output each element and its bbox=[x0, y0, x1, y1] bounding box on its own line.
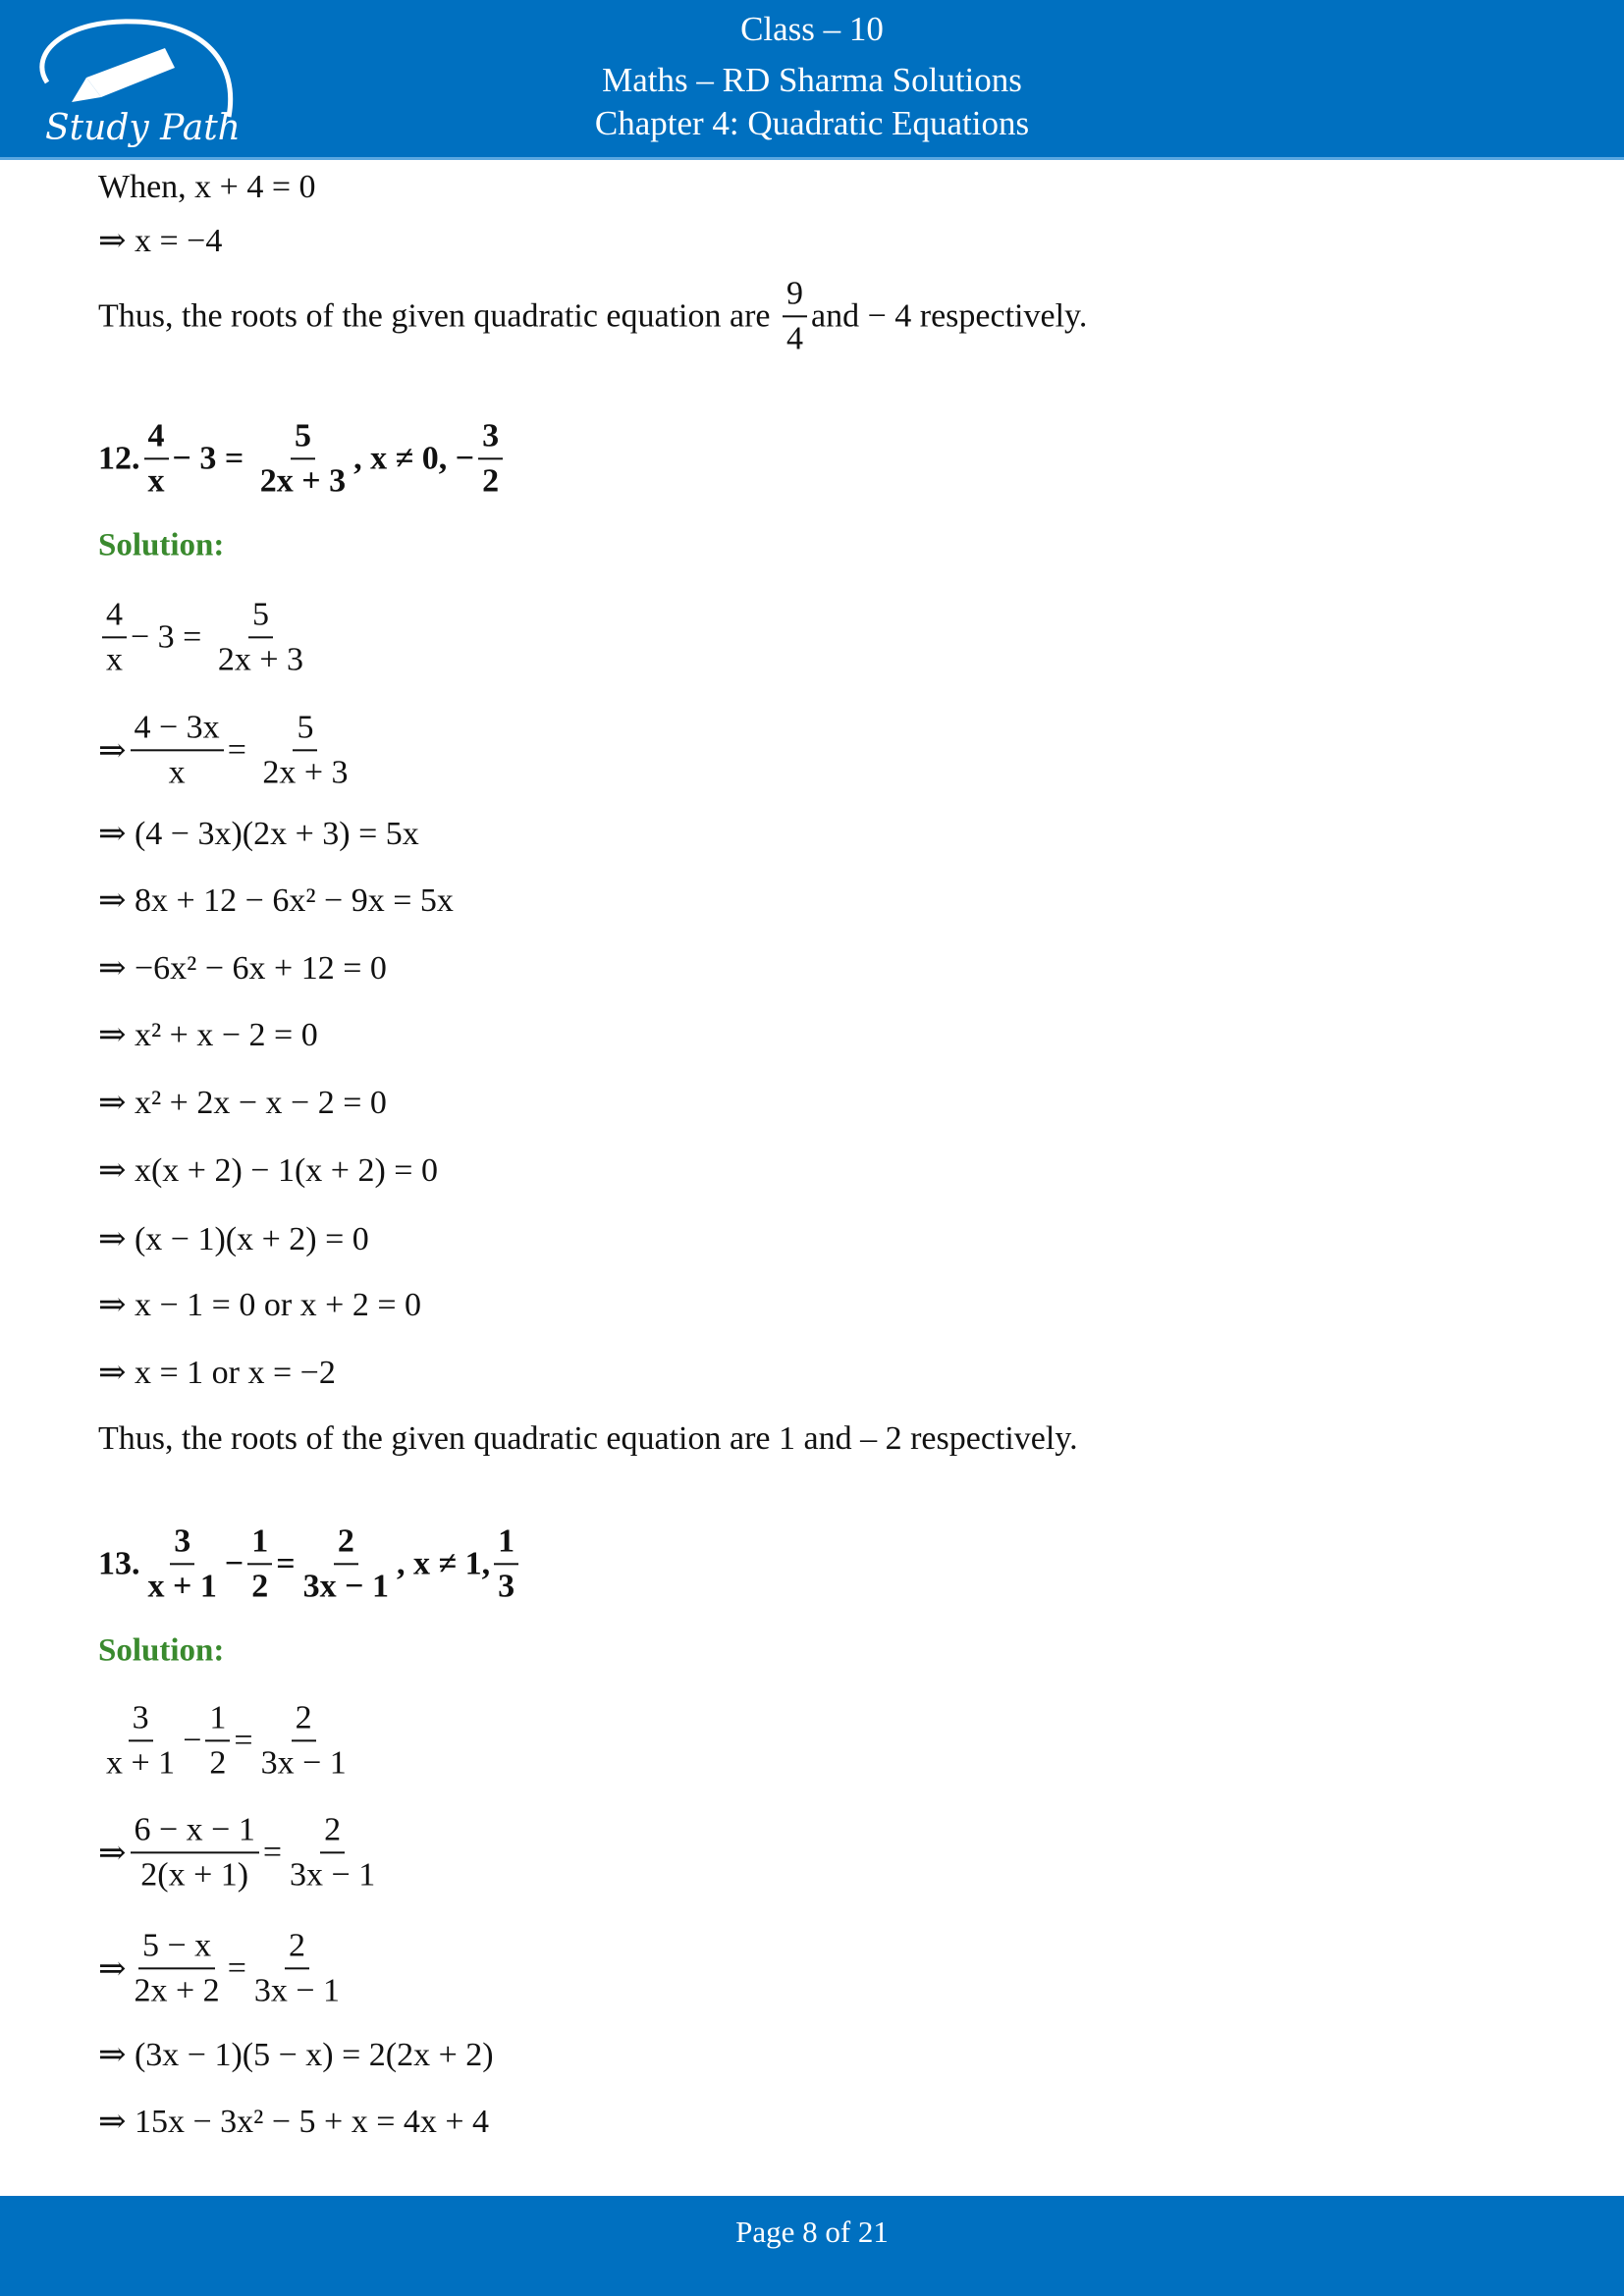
fraction bbox=[131, 710, 224, 789]
text-segment: ⇒ x(x + 2) − 1(x + 2) = 0 bbox=[98, 1152, 438, 1189]
numerator: 5 bbox=[248, 597, 273, 638]
numerator: 3 bbox=[478, 418, 503, 459]
math-line bbox=[98, 1015, 318, 1054]
denominator: 2 bbox=[482, 462, 500, 499]
text-segment: − 3 = bbox=[172, 440, 252, 476]
text-segment: and − 4 respectively. bbox=[811, 297, 1088, 334]
denominator: x bbox=[106, 641, 123, 677]
denominator: x + 1 bbox=[147, 1568, 217, 1604]
math-line bbox=[98, 2035, 494, 2074]
fraction bbox=[286, 1812, 379, 1892]
denominator: 3 bbox=[498, 1568, 515, 1604]
fraction bbox=[250, 1928, 344, 2007]
fraction bbox=[247, 1523, 272, 1603]
text-segment: ⇒ x² + x − 2 = 0 bbox=[98, 1017, 318, 1053]
numerator: 6 − x − 1 bbox=[131, 1812, 259, 1853]
text-segment: 13. bbox=[98, 1545, 140, 1581]
text-segment: ⇒ 8x + 12 − 6x² − 9x = 5x bbox=[98, 882, 454, 919]
numerator: 4 bbox=[144, 418, 169, 459]
text-segment: , x ≠ 1, bbox=[397, 1545, 491, 1581]
denominator: x bbox=[168, 754, 186, 790]
numerator: 5 bbox=[293, 710, 317, 751]
math-line bbox=[98, 1812, 383, 1892]
text-segment: Solution: bbox=[98, 527, 225, 563]
text-segment: = bbox=[227, 731, 255, 768]
math-line bbox=[98, 169, 316, 206]
math-line bbox=[98, 881, 454, 920]
math-line bbox=[98, 2102, 489, 2141]
math-line bbox=[98, 1285, 421, 1324]
chapter-title: Chapter 4: Quadratic Equations bbox=[594, 104, 1030, 142]
fraction bbox=[783, 276, 807, 355]
text-segment: ⇒ 15x − 3x² − 5 + x = 4x + 4 bbox=[98, 2104, 490, 2140]
numerator: 1 bbox=[494, 1523, 518, 1565]
numerator: 1 bbox=[247, 1523, 272, 1565]
numerator: 2 bbox=[334, 1523, 358, 1565]
text-segment: = bbox=[276, 1545, 296, 1581]
math-line bbox=[98, 276, 1087, 355]
fraction bbox=[257, 1700, 351, 1780]
fraction bbox=[131, 1812, 259, 1892]
fraction bbox=[102, 597, 127, 676]
math-line bbox=[98, 1700, 354, 1780]
text-segment: = bbox=[262, 1834, 283, 1870]
fraction bbox=[144, 1523, 221, 1603]
denominator: 2 bbox=[209, 1744, 227, 1781]
numerator: 2 bbox=[292, 1700, 316, 1741]
math-line bbox=[98, 1928, 348, 2007]
text-segment: When, x + 4 = 0 bbox=[98, 169, 316, 205]
fraction bbox=[131, 1928, 224, 2007]
denominator: 3x − 1 bbox=[253, 1972, 341, 2008]
math-line bbox=[98, 221, 222, 260]
math-line bbox=[98, 597, 311, 676]
text-segment: ⇒ bbox=[98, 1950, 127, 1987]
math-line bbox=[98, 948, 387, 988]
denominator: 3x − 1 bbox=[302, 1568, 389, 1604]
text-segment: ⇒ x = −4 bbox=[98, 223, 223, 259]
denominator: 3x − 1 bbox=[260, 1744, 347, 1781]
text-segment: ⇒ (4 − 3x)(2x + 3) = 5x bbox=[98, 816, 419, 852]
text-segment: Thus, the roots of the given quadratic equation are bbox=[98, 297, 779, 334]
fraction bbox=[205, 1700, 230, 1780]
denominator: 4 bbox=[786, 320, 803, 356]
math-line bbox=[98, 1083, 387, 1122]
denominator: 2x + 3 bbox=[217, 641, 304, 677]
numerator: 5 bbox=[291, 418, 315, 459]
denominator: 2 bbox=[251, 1568, 269, 1604]
page-header bbox=[0, 0, 1624, 160]
text-segment: ⇒ bbox=[98, 732, 127, 769]
text-segment: ⇒ (x − 1)(x + 2) = 0 bbox=[98, 1221, 369, 1257]
study-path-logo bbox=[27, 14, 253, 151]
denominator: 2(x + 1) bbox=[140, 1856, 249, 1893]
text-segment: ⇒ bbox=[98, 1835, 127, 1871]
fraction bbox=[478, 418, 503, 498]
numerator: 4 − 3x bbox=[131, 710, 224, 751]
fraction bbox=[299, 1523, 393, 1603]
denominator: 2x + 3 bbox=[259, 462, 347, 499]
fraction bbox=[256, 418, 350, 498]
numerator: 4 bbox=[102, 597, 127, 638]
svg-text:Study Path: Study Path bbox=[45, 108, 241, 148]
numerator: 1 bbox=[205, 1700, 230, 1741]
text-segment: ⇒ x = 1 or x = −2 bbox=[98, 1355, 336, 1391]
denominator: x + 1 bbox=[106, 1744, 176, 1781]
text-segment: − bbox=[224, 1545, 244, 1581]
text-segment: Thus, the roots of the given quadratic equation are 1 and – 2 respectively. bbox=[98, 1420, 1078, 1457]
solution-label bbox=[98, 1633, 224, 1670]
text-segment: ⇒ x² + 2x − x − 2 = 0 bbox=[98, 1085, 387, 1121]
numerator: 2 bbox=[320, 1812, 345, 1853]
math-line bbox=[98, 1219, 369, 1258]
math-line bbox=[98, 1150, 438, 1190]
fraction bbox=[214, 597, 307, 676]
numerator: 3 bbox=[170, 1523, 194, 1565]
numerator: 2 bbox=[285, 1928, 309, 1969]
math-line bbox=[98, 710, 356, 789]
text-segment: Solution: bbox=[98, 1632, 225, 1669]
text-segment: − 3 = bbox=[131, 618, 210, 655]
numerator: 3 bbox=[129, 1700, 153, 1741]
text-segment: , x ≠ 0, − bbox=[353, 440, 475, 476]
denominator: 2x + 3 bbox=[262, 754, 349, 790]
question-heading bbox=[98, 1523, 522, 1603]
fraction bbox=[102, 1700, 179, 1780]
denominator: 3x − 1 bbox=[290, 1856, 376, 1893]
class-label: Class – 10 bbox=[740, 10, 884, 48]
text-segment: − bbox=[183, 1722, 202, 1758]
subject-title: Maths – RD Sharma Solutions bbox=[602, 61, 1022, 99]
fraction bbox=[494, 1523, 518, 1603]
text-segment: = bbox=[227, 1949, 246, 1986]
numerator: 9 bbox=[783, 276, 807, 317]
text-segment: ⇒ x − 1 = 0 or x + 2 = 0 bbox=[98, 1287, 422, 1323]
text-segment: = bbox=[234, 1722, 253, 1758]
denominator: 2x + 2 bbox=[134, 1972, 220, 2008]
fraction bbox=[144, 418, 169, 498]
question-heading bbox=[98, 418, 507, 498]
numerator: 5 − x bbox=[138, 1928, 215, 1969]
math-line bbox=[98, 1420, 1078, 1458]
fraction bbox=[258, 710, 352, 789]
solution-label bbox=[98, 528, 224, 564]
text-segment: ⇒ −6x² − 6x + 12 = 0 bbox=[98, 950, 387, 987]
math-line bbox=[98, 814, 419, 853]
text-segment: ⇒ (3x − 1)(5 − x) = 2(2x + 2) bbox=[98, 2037, 494, 2073]
denominator: x bbox=[147, 462, 165, 499]
page-number: Page 8 of 21 bbox=[735, 2215, 889, 2249]
math-line bbox=[98, 1353, 336, 1392]
text-segment: 12. bbox=[98, 440, 140, 476]
